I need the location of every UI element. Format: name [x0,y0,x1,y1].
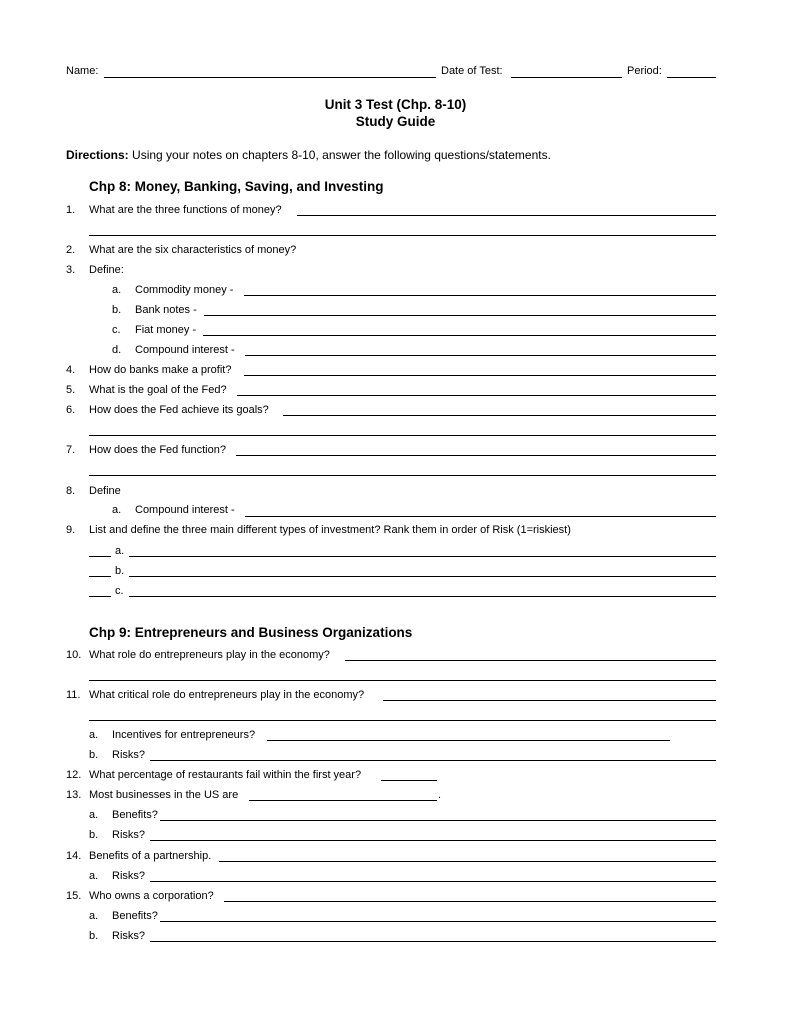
directions [66,149,551,161]
name-label: Name: [66,65,99,77]
date-label: Date of Test: [441,65,503,77]
q14a-letter: a. [89,870,99,882]
q8-number: 8. [66,485,76,497]
q4-answer-line[interactable] [244,375,716,376]
q3d-text: Compound interest - [135,344,235,356]
q10-number: 10. [66,649,82,661]
q13-end: . [438,789,442,801]
q5-text: What is the goal of the Fed? [89,384,227,396]
q15b-letter: b. [89,930,99,942]
q3c-letter: c. [112,324,121,336]
q9-text: List and define the three main different types of investment? Rank them in order of Risk (1=riskiest) [89,524,571,536]
q15-answer-line[interactable] [224,901,716,902]
q9c-rank-line[interactable] [89,596,111,597]
q8a-text: Compound interest - [135,504,235,516]
q13b-answer-line[interactable] [150,840,716,841]
q3a-text: Commodity money - [135,284,234,296]
q8a-answer-line[interactable] [245,516,716,517]
q15b-text: Risks? [112,930,146,942]
date-field[interactable] [511,77,622,78]
period-field[interactable] [667,77,716,78]
q7-text: How does the Fed function? [89,444,226,456]
page-subtitle: Study Guide [355,114,436,129]
q6-answer-line-2[interactable] [89,435,716,436]
q1-number: 1. [66,204,76,216]
q4-text: How do banks make a profit? [89,364,232,376]
page-title: Unit 3 Test (Chp. 8-10) [324,97,467,112]
q3a-letter: a. [112,284,122,296]
q11b-text: Risks? [112,749,146,761]
q7-answer-line[interactable] [236,455,716,456]
q7-answer-line-2[interactable] [89,475,716,476]
q3c-text: Fiat money - [135,324,197,336]
name-field[interactable] [104,77,436,78]
q7-number: 7. [66,444,76,456]
directions-label: Directions: [66,148,129,162]
q2-number: 2. [66,244,76,256]
q6-number: 6. [66,404,76,416]
q12-answer-line[interactable] [381,780,437,781]
q11a-letter: a. [89,729,99,741]
q13-number: 13. [66,789,82,801]
q9b-rank-line[interactable] [89,576,111,577]
q10-text: What role do entrepreneurs play in the economy? [89,649,330,661]
q9c-answer-line[interactable] [129,596,716,597]
q3-number: 3. [66,264,76,276]
period-label: Period: [627,65,662,77]
q15a-answer-line[interactable] [160,921,716,922]
q15-number: 15. [66,890,82,902]
q12-text: What percentage of restaurants fail within the first year? [89,769,362,781]
q14-answer-line[interactable] [219,861,716,862]
q12-number: 12. [66,769,82,781]
q3b-answer-line[interactable] [204,315,716,316]
q5-number: 5. [66,384,76,396]
chapter-8-heading: Chp 8: Money, Banking, Saving, and Investing [89,179,384,194]
q9a-letter: a. [115,545,125,557]
q11b-answer-line[interactable] [150,760,716,761]
q13b-letter: b. [89,829,99,841]
q1-answer-line[interactable] [297,215,716,216]
q9a-rank-line[interactable] [89,556,111,557]
q9b-letter: b. [115,565,125,577]
q6-text: How does the Fed achieve its goals? [89,404,269,416]
q13b-text: Risks? [112,829,146,841]
q3b-text: Bank notes - [135,304,197,316]
q10-answer-line[interactable] [345,660,716,661]
q8a-letter: a. [112,504,122,516]
q1-text: What are the three functions of money? [89,204,282,216]
q11b-letter: b. [89,749,99,761]
q13-answer-line[interactable] [249,800,437,801]
q3b-letter: b. [112,304,122,316]
q8-text: Define [89,485,121,497]
q11-text: What critical role do entrepreneurs play in the economy? [89,689,365,701]
q15-text: Who owns a corporation? [89,890,214,902]
q11-answer-line[interactable] [383,700,716,701]
q3d-answer-line[interactable] [245,355,716,356]
q13a-answer-line[interactable] [160,820,716,821]
q2-text: What are the six characteristics of money? [89,244,297,256]
q10-answer-line-2[interactable] [89,680,716,681]
q15a-letter: a. [89,910,99,922]
directions-text: Using your notes on chapters 8-10, answer the following questions/statements. [132,148,551,162]
q4-number: 4. [66,364,76,376]
q5-answer-line[interactable] [237,395,716,396]
q11-number: 11. [66,689,81,701]
q3-text: Define: [89,264,124,276]
q9c-letter: c. [115,585,124,597]
q11-answer-line-2[interactable] [89,720,716,721]
q1-answer-line-2[interactable] [89,235,716,236]
q9a-answer-line[interactable] [129,556,716,557]
q13a-text: Benefits? [112,809,158,821]
q14-text: Benefits of a partnership. [89,850,212,862]
q3d-letter: d. [112,344,122,356]
q14-number: 14. [66,850,82,862]
q11a-text: Incentives for entrepreneurs? [112,729,256,741]
q11a-answer-line[interactable] [267,740,670,741]
q15a-text: Benefits? [112,910,158,922]
q3a-answer-line[interactable] [244,295,716,296]
q13-text: Most businesses in the US are [89,789,239,801]
q3c-answer-line[interactable] [203,335,716,336]
q14a-answer-line[interactable] [150,881,716,882]
q6-answer-line[interactable] [283,415,716,416]
q15b-answer-line[interactable] [150,941,716,942]
q9b-answer-line[interactable] [129,576,716,577]
q9-number: 9. [66,524,76,536]
chapter-9-heading: Chp 9: Entrepreneurs and Business Organizations [89,625,413,640]
q13a-letter: a. [89,809,99,821]
q14a-text: Risks? [112,870,146,882]
